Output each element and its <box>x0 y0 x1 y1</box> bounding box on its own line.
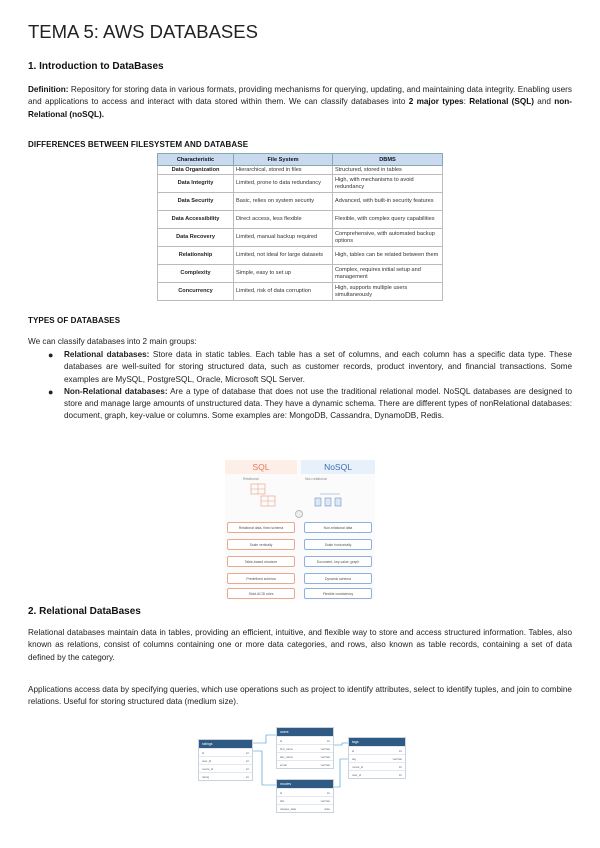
definition-bold-types: 2 major types <box>408 97 464 107</box>
er-col: tag <box>352 757 356 761</box>
table-cell: Data Recovery <box>158 229 234 247</box>
er-row <box>277 796 333 804</box>
bullet-icon: ● <box>48 350 54 360</box>
er-col: release_date <box>280 807 297 811</box>
table-cell: Relationship <box>158 247 234 265</box>
sql-feature: Relational data, fixed schema <box>227 522 295 533</box>
sql-vs-nosql-figure <box>225 460 375 600</box>
er-row <box>199 748 252 756</box>
types-intro: We can classify databases into 2 main groups: <box>28 337 197 346</box>
document-icon <box>315 494 341 506</box>
er-table-ratings <box>198 739 253 781</box>
versus-icon <box>295 510 303 518</box>
comparison-table <box>157 153 443 301</box>
table-row <box>158 229 443 247</box>
sql-feature: Strict ACID rules <box>227 588 295 599</box>
er-type: int <box>327 791 330 795</box>
er-col: email <box>280 763 287 767</box>
er-type: varchar <box>320 755 330 759</box>
sql-feature: Predefined schema <box>227 573 295 584</box>
table-row <box>158 265 443 283</box>
bullet-icon: ● <box>48 386 54 397</box>
er-row <box>277 804 333 812</box>
er-table-title: movies <box>277 780 333 788</box>
er-col: last_name <box>280 755 293 759</box>
table-cell: Structured, stored in tables <box>333 166 443 175</box>
page-title: TEMA 5: AWS DATABASES <box>28 21 258 42</box>
table-cell: Data Security <box>158 193 234 211</box>
nosql-feature: Document, key-value, graph <box>304 556 372 567</box>
er-row <box>349 746 405 754</box>
er-col: id <box>280 791 283 795</box>
table-cell: High, with mechanisms to avoid redundancy <box>333 175 443 193</box>
nosql-feature: Non-relational data <box>304 522 372 533</box>
table-cell: Data Organization <box>158 166 234 175</box>
table-cell: Limited, manual backup required <box>234 229 333 247</box>
er-type: int <box>399 765 402 769</box>
er-type: int <box>246 775 249 779</box>
er-table-title: users <box>277 728 333 736</box>
table-header: Characteristic <box>158 154 234 166</box>
bullet-label: Non-Relational databases: <box>64 386 168 396</box>
table-row <box>158 283 443 301</box>
er-table-title: ratings <box>199 740 252 748</box>
er-row <box>349 754 405 762</box>
er-col: title <box>280 799 285 803</box>
sql-subtitle: Relational <box>243 477 259 481</box>
er-type: int <box>399 773 402 777</box>
table-row <box>158 175 443 193</box>
er-col: id <box>202 751 205 755</box>
table-cell: Hierarchical, stored in files <box>234 166 333 175</box>
er-type: int <box>246 767 249 771</box>
er-col: rating <box>202 775 209 779</box>
section-heading-relational: 2. Relational DataBases <box>28 606 141 617</box>
table-cell: Comprehensive, with automated backup options <box>333 229 443 247</box>
table-row <box>158 193 443 211</box>
table-cell: Flexible, with complex query capabilities <box>333 211 443 229</box>
er-type: date <box>324 807 330 811</box>
section-heading-intro: 1. Introduction to DataBases <box>28 61 164 72</box>
definition-text: and <box>533 97 555 107</box>
er-col: id <box>280 739 283 743</box>
table-cell: Limited, risk of data corruption <box>234 283 333 301</box>
er-table-title: tags <box>349 738 405 746</box>
nosql-feature: Scale horizontally <box>304 539 372 550</box>
er-row <box>349 762 405 770</box>
table-cell: Basic, relies on system security <box>234 193 333 211</box>
table-cell: Complex, requires initial setup and management <box>333 265 443 283</box>
definition-bold-nosql: non-Relational (noSQL). <box>28 97 572 119</box>
er-type: varchar <box>320 763 330 767</box>
er-type: varchar <box>320 747 330 751</box>
nosql-feature: Flexible consistency <box>304 588 372 599</box>
er-table-movies <box>276 779 334 813</box>
table-header: File System <box>234 154 333 166</box>
types-heading: TYPES OF DATABASES <box>28 316 121 325</box>
er-row <box>199 772 252 780</box>
nosql-subtitle: Non-relational <box>305 477 327 481</box>
table-grid-icon <box>251 484 275 506</box>
er-col: movie_id <box>202 767 214 771</box>
list-item <box>48 349 573 386</box>
er-type: varchar <box>320 799 330 803</box>
queries-paragraph: Applications access data by specifying queries, which use operations such as project to identify attributes, select to identify tuples, and join to combine relations. Useful for storing structured data (medium size). <box>28 685 572 707</box>
table-cell: Simple, easy to set up <box>234 265 333 283</box>
nosql-header: NoSQL <box>301 460 375 474</box>
table-cell: High, tables can be related between them <box>333 247 443 265</box>
table-cell: Limited, not ideal for large datasets <box>234 247 333 265</box>
er-type: int <box>327 739 330 743</box>
types-list <box>48 349 573 423</box>
er-row <box>349 770 405 778</box>
table-cell: Limited, prone to data redundancy <box>234 175 333 193</box>
er-col: id <box>352 749 355 753</box>
nosql-feature: Dynamic schema <box>304 573 372 584</box>
table-row <box>158 247 443 265</box>
definition-bold-sql: Relational (SQL) <box>469 97 534 107</box>
sql-header: SQL <box>225 460 297 474</box>
er-table-users <box>276 727 334 769</box>
table-cell: Data Integrity <box>158 175 234 193</box>
er-col: first_name <box>280 747 294 751</box>
table-cell: Direct access, less flexible <box>234 211 333 229</box>
table-cell: Complexity <box>158 265 234 283</box>
er-row <box>277 760 333 768</box>
er-row <box>199 756 252 764</box>
er-row <box>277 744 333 752</box>
er-row <box>277 752 333 760</box>
definition-label: Definition: <box>28 85 69 94</box>
er-diagram <box>196 725 410 817</box>
bullet-label: Relational databases: <box>64 350 150 359</box>
list-item <box>48 386 572 423</box>
table-row <box>158 166 443 175</box>
table-cell: Data Accessibility <box>158 211 234 229</box>
er-row <box>199 764 252 772</box>
bullet-text: Store data in static tables. Each table has a set of columns, and each column has a specific data type. These databases are well-suited for storing structured data, such as customer records, product inventory, and financial transactions. Some examples are MySQL, PostgreSQL, Oracle, Microsoft SQL Server. <box>64 350 573 384</box>
table-row <box>158 211 443 229</box>
er-row <box>277 736 333 744</box>
er-type: int <box>399 749 402 753</box>
er-table-tags <box>348 737 406 779</box>
er-row <box>277 788 333 796</box>
bullet-text: Are a type of database that does not use the traditional relational model. NoSQL databases are designed to store and manage large amounts of unstructured data. They have a dynamic schema. There are different types of nonRelational databases: document, graph, key-value or columns. Some examples are: MongoDB, Cassandra, DynamoDB, Redis. <box>64 386 572 421</box>
table-cell: Advanced, with built-in security features <box>333 193 443 211</box>
definition-text: : <box>463 97 470 107</box>
er-type: int <box>246 759 249 763</box>
definition-paragraph <box>28 84 572 121</box>
er-col: movie_id <box>352 765 364 769</box>
er-type: varchar <box>392 757 402 761</box>
sql-feature: Scale vertically <box>227 539 295 550</box>
sql-feature: Table-based structure <box>227 556 295 567</box>
diff-heading: DIFFERENCES BETWEEN FILESYSTEM AND DATABASE <box>28 140 249 149</box>
table-header: DBMS <box>333 154 443 166</box>
table-cell: Concurrency <box>158 283 234 301</box>
er-col: user_id <box>202 759 212 763</box>
definition-text: Repository for storing data in various formats, providing mechanisms for querying, updating, and maintaining data integrity. Enabling users and applications to access and interact with data stored within them. We can classify databases into <box>28 85 572 107</box>
table-cell: High, supports multiple users simultaneously <box>333 283 443 301</box>
er-col: user_id <box>352 773 362 777</box>
er-type: int <box>246 751 249 755</box>
relational-paragraph: Relational databases maintain data in tables, providing an efficient, intuitive, and flexible way to store and access structured information. Tables, also known as relations, consist of columns containing one or more data categories, and rows, also known as table records, containing a set of data defined by the category. <box>28 628 572 662</box>
